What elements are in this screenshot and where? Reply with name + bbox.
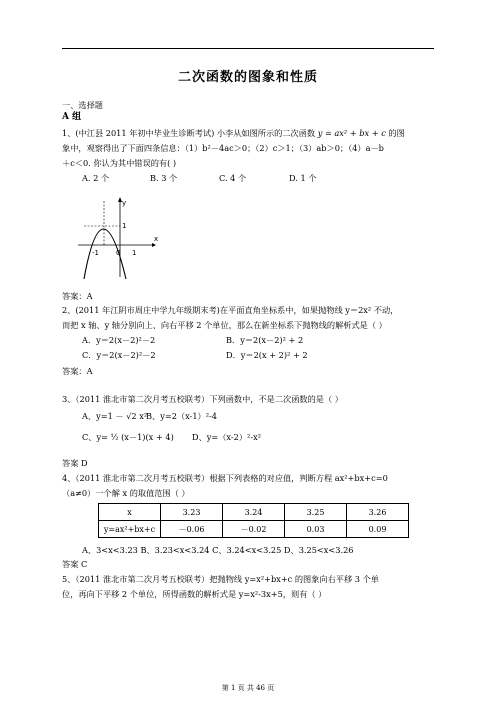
q2-option-c: C．y＝2(x－2)²－2 bbox=[82, 350, 156, 360]
q5-line1: 5、（2011 淮北市第二次月考五校联考）把抛物线 y=x²+bx+c 的图象向右平移 3 个单 bbox=[62, 574, 379, 584]
graph-label-y1: 1 bbox=[122, 222, 127, 230]
q2-line2: 而把 x 轴、y 轴分别向上、向右平移 2 个单位，那么在新坐标系下抛物线的解析式是（ ） bbox=[62, 320, 387, 330]
q1-text-b: 的图 bbox=[388, 128, 405, 138]
q3-option-d: D、y=（x-2）²-x² bbox=[192, 432, 262, 442]
q1-line2: 象中，观察得出了下面四条信息：（1）b²－4ac＞0；（2）c＞1；（3）ab＞0；（4）a－b bbox=[62, 143, 384, 153]
graph-label-origin: 0 bbox=[116, 249, 121, 257]
header-rule bbox=[62, 48, 434, 49]
table-cell: －0.06 bbox=[161, 521, 223, 538]
table-cell: 0.09 bbox=[347, 521, 409, 538]
q2-answer: 答案：A bbox=[62, 366, 93, 376]
x-axis-arrow bbox=[152, 243, 156, 247]
q4-value-table bbox=[98, 503, 409, 538]
q1-option-a: A. 2 个 bbox=[82, 173, 110, 183]
q1-formula: y = ax² + bx + c bbox=[317, 128, 386, 138]
q4-answer: 答案 C bbox=[62, 559, 88, 569]
graph-x-label: x bbox=[154, 235, 158, 243]
q3-option-b: B、y=2（x-1）²-4 bbox=[146, 411, 217, 421]
q3-option-a: A、y=1 － √2 x² bbox=[82, 411, 148, 421]
q3-line1: 3、（2011 淮北市第二次月考五校联考）下列函数中，不是二次函数的是（ ） bbox=[62, 394, 343, 404]
graph-label-neg1: -1 bbox=[92, 249, 99, 257]
q5-line2: 位，再向下平移 2 个单位，所得函数的解析式是 y=x²-3x+5，则有（ ） bbox=[62, 589, 327, 599]
q1-answer: 答案：A bbox=[62, 291, 93, 301]
table-cell: y=ax²+bx+c bbox=[99, 521, 161, 538]
table-header-cell: 3.26 bbox=[347, 504, 409, 521]
graph-y-label: y bbox=[122, 199, 127, 207]
page-title: 二次函数的图象和性质 bbox=[177, 70, 318, 85]
table-header-cell: 3.23 bbox=[161, 504, 223, 521]
page-footer: 第 1 页 共 46 页 bbox=[221, 684, 275, 692]
q2-line1: 2、(2011 年江阴市周庄中学九年级期末考)在平面直角坐标系中，如果抛物线 y＝2x² 不动， bbox=[62, 305, 399, 315]
q3-option-c: C、y= ½ (x－1)(x + 4) bbox=[82, 432, 174, 442]
table-header-cell: 3.24 bbox=[223, 504, 285, 521]
q1-line1 bbox=[62, 128, 405, 139]
table-cell: 0.03 bbox=[285, 521, 347, 538]
q3-answer: 答案 D bbox=[62, 458, 88, 468]
section-heading: 一、选择题 bbox=[62, 100, 103, 110]
q4-options: A、3<x<3.23 B、3.23<x<3.24 C、3.24<x<3.25 D、3.25<x<3.26 bbox=[82, 545, 354, 555]
table-header-cell: 3.25 bbox=[285, 504, 347, 521]
table-cell: －0.02 bbox=[223, 521, 285, 538]
q1-line3: ＋c＜0. 你认为其中错误的有( ) bbox=[62, 158, 177, 168]
table-header-cell: x bbox=[99, 504, 161, 521]
q1-text-a: 1、(中江县 2011 年初中毕业生诊断考试) 小李从如图所示的二次函数 bbox=[62, 128, 316, 138]
table-row bbox=[99, 521, 409, 538]
q4-line1: 4、（2011 淮北市第二次月考五校联考）根据下列表格的对应值，判断方程 ax²+bx+c=0 bbox=[62, 473, 388, 483]
q2-option-d: D．y＝2(x + 2)² + 2 bbox=[226, 350, 308, 360]
q2-option-a: A．y＝2(x－2)²－2 bbox=[82, 335, 156, 345]
q2-option-b: B．y＝2(x－2)² + 2 bbox=[226, 335, 304, 345]
q1-parabola-graph bbox=[76, 195, 158, 279]
q1-option-d: D. 1 个 bbox=[289, 173, 317, 183]
q1-option-c: C. 4 个 bbox=[219, 173, 247, 183]
q4-line2: （a≠0）一个解 x 的取值范围（ ） bbox=[62, 488, 190, 498]
group-heading: A 组 bbox=[62, 112, 82, 122]
table-row bbox=[99, 504, 409, 521]
q1-option-b: B. 3 个 bbox=[150, 173, 178, 183]
graph-label-x1: 1 bbox=[132, 249, 137, 257]
